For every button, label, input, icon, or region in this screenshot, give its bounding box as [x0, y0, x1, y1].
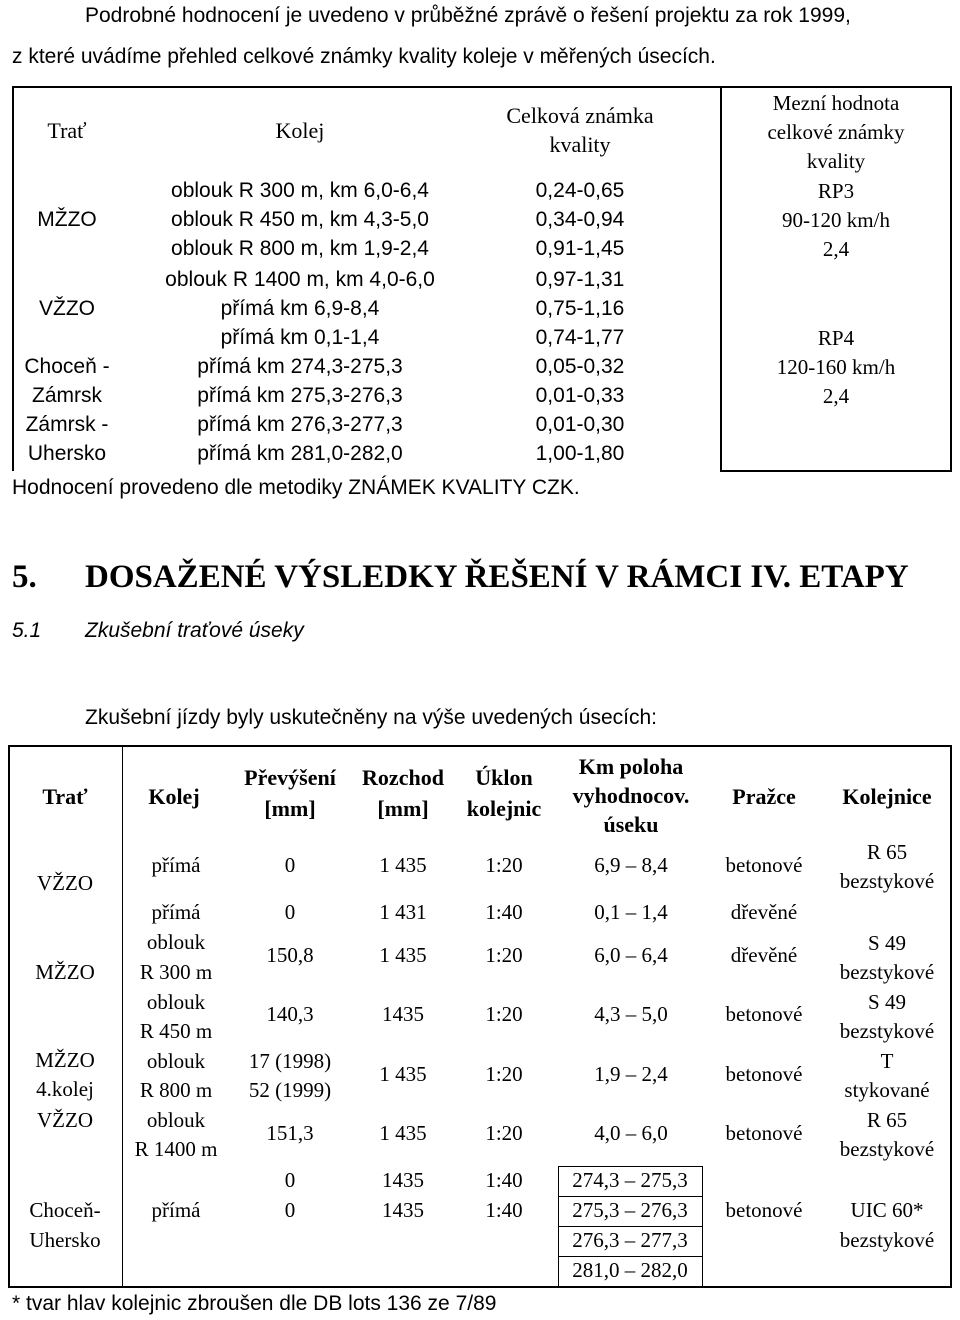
t2-kolejnice-1: T [880, 1049, 894, 1073]
t1-trat-uhersko: Uhersko [27, 442, 107, 465]
t2-trat-chocen: Choceň- [29, 1198, 101, 1222]
t2-kolejnice-2: bezstykové [839, 869, 935, 893]
t2-prev-2: 52 (1999) [248, 1078, 332, 1102]
t2-uklon: 1:20 [485, 1002, 523, 1026]
t2-kolejnice-2: bezstykové [839, 1019, 935, 1043]
t2-kolej-1: oblouk [146, 1049, 206, 1073]
t2-header-rozchod-1: Rozchod [362, 765, 444, 790]
t2-header-prevyseni-1: Převýšení [244, 765, 336, 790]
t2-header-kolej: Kolej [148, 784, 200, 809]
t2-kolejnice-1: R 65 [866, 840, 908, 864]
t2-kolej: přímá [151, 900, 201, 924]
t2-header-prazce: Pražce [732, 784, 796, 809]
t2-km: 6,9 – 8,4 [594, 853, 668, 877]
t2-uklon: 1:20 [485, 1062, 523, 1086]
t2-trat-4kolej: 4.kolej [36, 1077, 94, 1101]
t1-header-kolej: Kolej [275, 118, 325, 143]
t1-kolej-row: přímá km 275,3-276,3 [197, 384, 403, 407]
t1-kolej-row: oblouk R 450 m, km 4,3-5,0 [171, 208, 429, 231]
t1-kolej-row: oblouk R 300 m, km 6,0-6,4 [171, 179, 429, 202]
t2-prazce: betonové [725, 1121, 803, 1145]
t2-rozchod: 1 435 [379, 1121, 427, 1145]
t2-footnote: * tvar hlav kolejnic zbroušen dle DB lots 136 ze 7/89 [12, 1292, 497, 1315]
t1-header-mezni-1: Mezní hodnota [772, 91, 900, 115]
t2-header-kolejnice: Kolejnice [842, 784, 932, 809]
t2-kolej-2: R 300 m [139, 960, 213, 984]
t2-kolej-1: oblouk [146, 930, 206, 954]
t2-rozchod: 1 431 [379, 900, 427, 924]
t1-mezni: 90-120 km/h [782, 208, 890, 232]
t2-prev: 151,3 [266, 1121, 314, 1145]
t2-kolej-2: R 1400 m [134, 1137, 218, 1161]
t1-kolej-row: přímá km 276,3-277,3 [197, 413, 403, 436]
t2-rozchod-2: 1435 [382, 1198, 424, 1222]
intro-line-1: Podrobné hodnocení je uvedeno v průběžné zprávě o řešení projektu za rok 1999, [85, 4, 851, 27]
t1-header-znamka-1: Celková známka [506, 103, 654, 128]
t2-km-2: 275,3 – 276,3 [572, 1198, 688, 1222]
t2-kolejnice-2: bezstykové [839, 960, 935, 984]
t1-znamka: 0,01-0,30 [535, 413, 625, 436]
t2-kolejnice-1: UIC 60* [850, 1198, 924, 1222]
subsection-number: 5.1 [12, 619, 42, 642]
t2-prazce: betonové [725, 1002, 803, 1026]
t1-znamka: 0,34-0,94 [535, 208, 625, 231]
t2-uklon-1: 1:40 [485, 1168, 523, 1192]
t2-kolej-1: oblouk [146, 990, 206, 1014]
t1-trat-mzzo: MŽZO [37, 208, 97, 231]
t2-rozchod: 1 435 [379, 1062, 427, 1086]
t2-kolej: přímá [151, 1198, 201, 1222]
t1-mezni: 2,4 [822, 384, 850, 408]
t2-rozchod-1: 1435 [382, 1168, 424, 1192]
t2-km-1: 274,3 – 275,3 [572, 1168, 688, 1192]
intro-line-2: z které uvádíme přehled celkové známky kvality koleje v měřených úsecích. [12, 45, 716, 68]
t2-prev: 0 [284, 853, 296, 877]
t2-prazce: betonové [725, 1062, 803, 1086]
t1-trat-chocen: Choceň - [24, 355, 110, 378]
t2-kolej-2: R 800 m [139, 1078, 213, 1102]
t1-kolej-row: oblouk R 1400 m, km 4,0-6,0 [165, 268, 435, 291]
t2-kolejnice-1: S 49 [868, 931, 906, 955]
t2-header-trat: Trať [42, 784, 88, 809]
t1-trat-zamrsk2: Zámrsk - [25, 413, 109, 436]
t1-note: Hodnocení provedeno dle metodiky ZNÁMEK KVALITY CZK. [12, 476, 580, 499]
t1-header-mezni-3: kvality [806, 149, 866, 173]
t2-kolejnice-2: bezstykové [839, 1228, 935, 1252]
t1-trat-vzzo: VŽZO [39, 297, 95, 320]
t2-uklon: 1:20 [485, 943, 523, 967]
t2-prev: 0 [284, 900, 296, 924]
t1-mezni: RP4 [817, 326, 855, 350]
t2-trat-mzzo: MŽZO [35, 960, 95, 984]
subsection-title: Zkušební traťové úseky [85, 619, 304, 642]
section-text: Zkušební jízdy byly uskutečněny na výše uvedených úsecích: [85, 706, 657, 729]
t2-kolejnice-1: S 49 [868, 990, 906, 1014]
t2-uklon-2: 1:40 [485, 1198, 523, 1222]
t2-header-prevyseni-2: [mm] [264, 796, 316, 821]
t2-km: 6,0 – 6,4 [594, 943, 668, 967]
t2-kolejnice-2: bezstykové [839, 1137, 935, 1161]
t2-uklon: 1:20 [485, 853, 523, 877]
t2-header-km-3: úseku [603, 812, 659, 837]
t2-rozchod: 1 435 [379, 853, 427, 877]
t2-km: 4,3 – 5,0 [594, 1002, 668, 1026]
t2-prev: 150,8 [266, 943, 314, 967]
t2-prazce: betonové [725, 1198, 803, 1222]
t1-kolej-row: přímá km 0,1-1,4 [220, 326, 380, 349]
t2-uklon: 1:20 [485, 1121, 523, 1145]
t2-rozchod: 1 435 [379, 943, 427, 967]
t2-prazce: dřevěné [730, 943, 798, 967]
t2-trat-vzzo: VŽZO [37, 871, 93, 895]
t2-km: 0,1 – 1,4 [594, 900, 668, 924]
t1-kolej-row: přímá km 281,0-282,0 [197, 442, 403, 465]
t2-kolej-2: R 450 m [139, 1019, 213, 1043]
t2-prazce: betonové [725, 853, 803, 877]
t2-header-uklon-1: Úklon [475, 765, 533, 790]
t2-kolej: přímá [151, 853, 201, 877]
t2-prev-1: 17 (1998) [248, 1049, 332, 1073]
t2-trat-uhersko: Uhersko [29, 1228, 101, 1252]
t2-km-3: 276,3 – 277,3 [572, 1228, 688, 1252]
t2-prev: 140,3 [266, 1002, 314, 1026]
t1-znamka: 0,24-0,65 [535, 179, 625, 202]
t2-km: 1,9 – 2,4 [594, 1062, 668, 1086]
t1-znamka: 1,00-1,80 [535, 442, 625, 465]
t1-znamka: 0,74-1,77 [535, 326, 625, 349]
section-title: DOSAŽENÉ VÝSLEDKY ŘEŠENÍ V RÁMCI IV. ETAPY [85, 559, 909, 595]
t1-znamka: 0,91-1,45 [535, 237, 625, 260]
t2-header-uklon-2: kolejnic [466, 796, 542, 821]
t1-znamka: 0,05-0,32 [535, 355, 625, 378]
t2-kolejnice-2: stykované [844, 1078, 930, 1102]
t1-znamka: 0,97-1,31 [535, 268, 625, 291]
t2-trat-mzzo-2: MŽZO [35, 1048, 95, 1072]
t2-trat-vzzo-2: VŽZO [37, 1108, 93, 1132]
t2-prazce: dřevěné [730, 900, 798, 924]
t1-header-mezni-2: celkové známky [767, 120, 905, 144]
t2-kolej-1: oblouk [146, 1108, 206, 1132]
section-number: 5. [12, 559, 37, 595]
t2-rozchod: 1435 [382, 1002, 424, 1026]
t1-trat-zamrsk: Zámrsk [32, 384, 102, 407]
t2-header-km-1: Km poloha [578, 754, 684, 779]
t2-km: 4,0 – 6,0 [594, 1121, 668, 1145]
t2-km-4: 281,0 – 282,0 [572, 1258, 688, 1282]
t1-mezni: 2,4 [822, 237, 850, 261]
t1-kolej-row: přímá km 6,9-8,4 [220, 297, 380, 320]
t2-kolejnice-1: R 65 [866, 1108, 908, 1132]
t2-prev-2: 0 [284, 1198, 296, 1222]
t2-header-km-2: vyhodnocov. [572, 783, 690, 808]
t1-znamka: 0,01-0,33 [535, 384, 625, 407]
t2-header-rozchod-2: [mm] [377, 796, 429, 821]
t2-uklon: 1:40 [485, 900, 523, 924]
t1-header-trat: Trať [47, 118, 87, 143]
t2-prev-1: 0 [284, 1168, 296, 1192]
t1-kolej-row: oblouk R 800 m, km 1,9-2,4 [171, 237, 429, 260]
t1-header-znamka-2: kvality [549, 132, 611, 157]
t1-mezni: RP3 [817, 179, 855, 203]
t1-znamka: 0,75-1,16 [535, 297, 625, 320]
t1-mezni: 120-160 km/h [776, 355, 896, 379]
t1-kolej-row: přímá km 274,3-275,3 [197, 355, 403, 378]
